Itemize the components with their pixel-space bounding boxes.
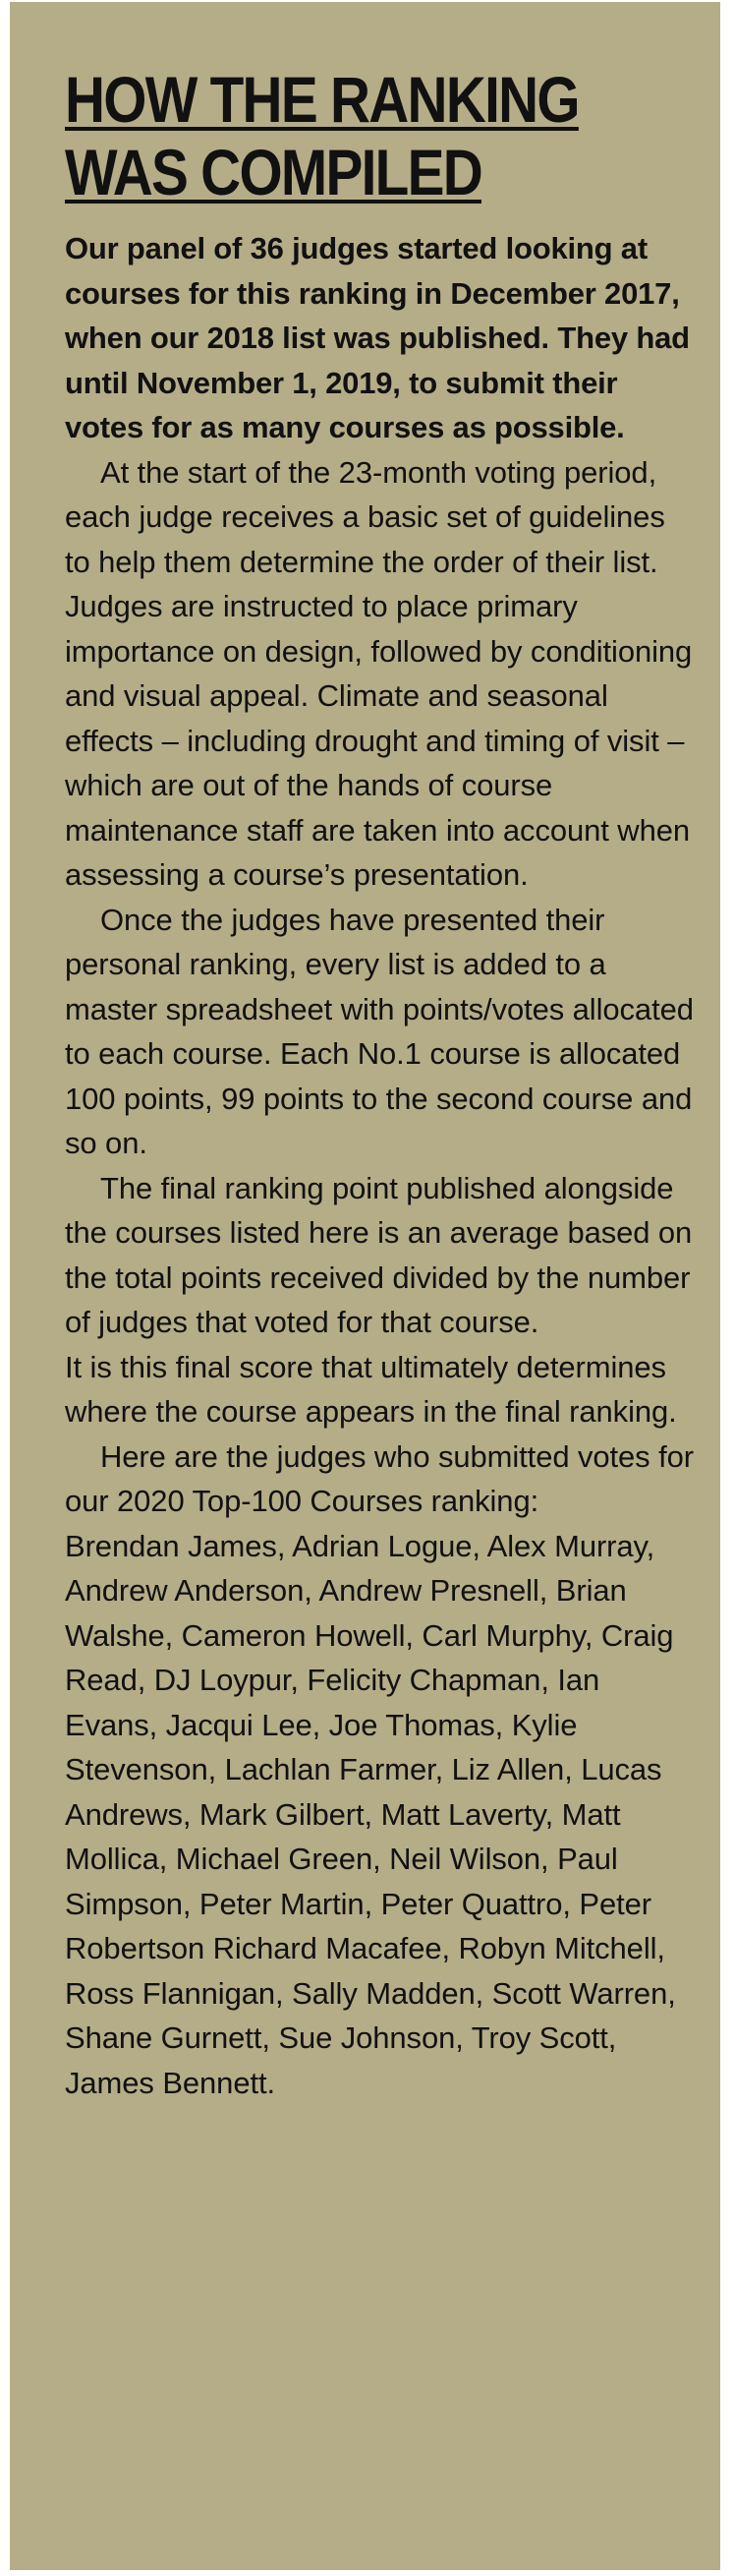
final-point-paragraph: The final ranking point published alongside the courses listed here is an average based on the total points received divided by the number of judges that voted for that course. — [65, 1170, 693, 1339]
guidelines-paragraph: At the start of the 23-month voting period, each judge receives a basic set of guidelines to help them determine the order of their list. Judges are instructed to place primary importance on design, followed by conditioning and visual appeal. Climate and seasonal effects – including drought and timing of visit – which are out of the hands of course maintenance staff are taken into account when assessing a course’s presentation. — [65, 454, 693, 892]
article-title-line-2: WAS COMPILED — [65, 136, 481, 208]
spreadsheet-paragraph: Once the judges have presented their personal ranking, every list is added to a master spreadsheet with points/votes allocated to each course. Each No.1 course is allocated 100 points, 99 points to the second course and so on. — [65, 902, 694, 1160]
article-title-line-1: HOW THE RANKING — [65, 63, 579, 136]
judges-intro-paragraph: Here are the judges who submitted votes for our 2020 Top-100 Courses ranking: — [65, 1438, 694, 1518]
article-title — [65, 63, 608, 208]
judges-list: Brendan James, Adrian Logue, Alex Murray, Andrew Anderson, Andrew Presnell, Brian Walshe, Cameron Howell, Carl Murphy, Craig Read, DJ Loypur, Felicity Chapman, Ian Evans, Jacqui Lee, Joe Thomas, Kylie Stevenson, Lachlan Farmer, Liz Allen, Lucas Andrews, Mark Gilbert, Matt Laverty, Matt Mollica, Michael Green, Neil Wilson, Paul Simpson, Peter Martin, Peter Quattro, Peter Robertson Richard Macafee, Robyn Mitchell, Ross Flannigan, Sally Madden, Scott Warren, Shane Gurnett, Sue Johnson, Troy Scott, James Bennett. — [65, 1528, 676, 2100]
article-panel — [10, 2, 720, 2570]
final-score-paragraph: It is this final score that ultimately determines where the course appears in the final ranking. — [65, 1349, 677, 1429]
intro-paragraph: Our panel of 36 judges started looking at courses for this ranking in December 2017, when our 2018 list was published. They had until November 1, 2019, to submit their votes for as many courses as possible. — [65, 231, 690, 444]
